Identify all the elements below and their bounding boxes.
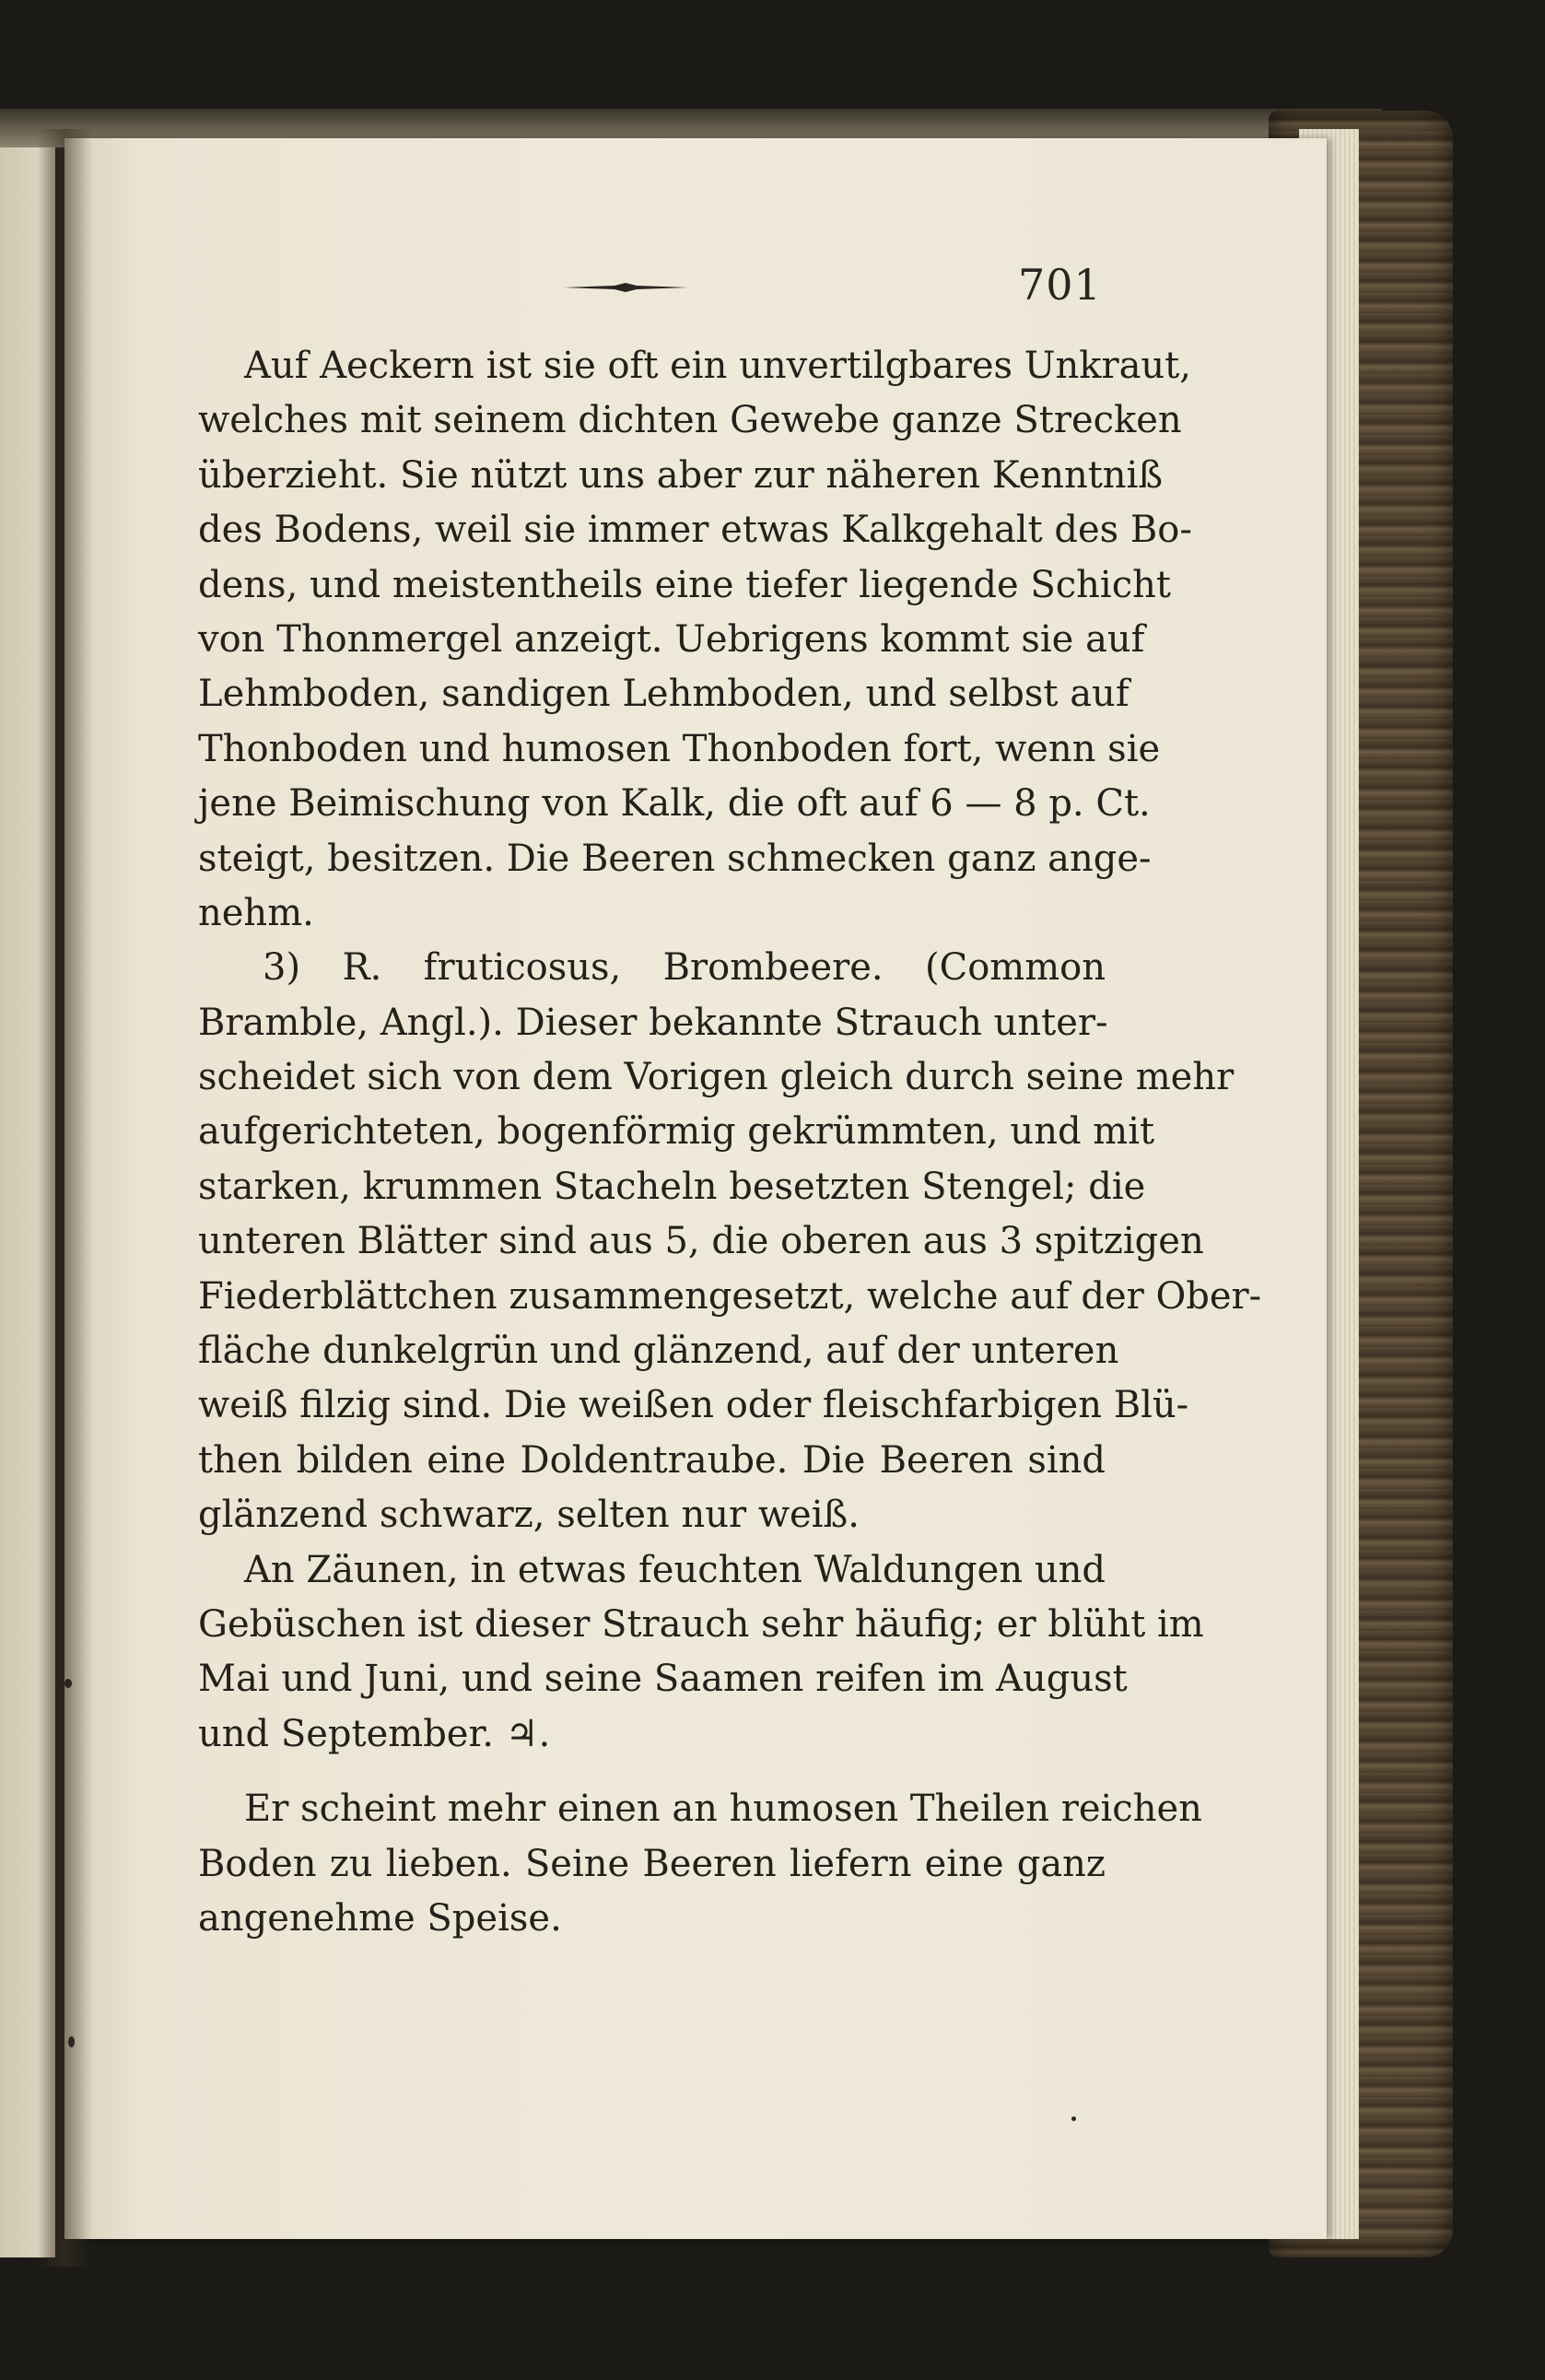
- text-line: von Thonmergel anzeigt. Uebrigens kommt sie auf: [198, 617, 1145, 661]
- text-line: Mai und Juni, und seine Saamen reifen im August: [198, 1658, 1128, 1701]
- text-line: steigt, besitzen. Die Beeren schmecken ganz ange-: [198, 837, 1152, 880]
- text-line: unteren Blätter sind aus 5, die oberen aus 3 spitzigen: [198, 1220, 1204, 1263]
- text-line: glänzend schwarz, selten nur weiß.: [198, 1494, 860, 1537]
- text-line: welches mit seinem dichten Gewebe ganze Strecken: [198, 399, 1182, 442]
- text-line: weiß filzig sind. Die weißen oder fleischfarbigen Blü-: [198, 1384, 1189, 1427]
- text-line: Auf Aeckern ist sie oft ein unvertilgbares Unkraut,: [244, 345, 1191, 387]
- text-line: An Zäunen, in etwas feuchten Waldungen und: [244, 1548, 1106, 1591]
- ink-speck: [1071, 2116, 1076, 2121]
- text-line: dens, und meistentheils eine tiefer liegende Schicht: [198, 563, 1171, 606]
- ink-speck: [64, 1679, 72, 1688]
- text-line: Boden zu lieben. Seine Beeren liefern eine ganz: [198, 1842, 1106, 1885]
- text-line: starken, krummen Stacheln besetzten Stengel; die: [198, 1165, 1146, 1208]
- header-ornament-icon: [564, 282, 688, 293]
- text-line: überzieht. Sie nützt uns aber zur näheren Kenntniß: [198, 453, 1164, 497]
- text-line: scheidet sich von dem Vorigen gleich durch seine mehr: [198, 1056, 1235, 1099]
- text-line: Thonboden und humosen Thonboden fort, wenn sie: [198, 727, 1161, 770]
- ink-speck: [68, 2036, 75, 2047]
- text-line: jene Beimischung von Kalk, die oft auf 6 — 8 p. Ct.: [198, 782, 1151, 826]
- text-line: und September. ♃.: [198, 1712, 551, 1755]
- page-number: 701: [1018, 260, 1102, 310]
- book-gutter: [37, 129, 92, 2267]
- text-line: Gebüschen ist dieser Strauch sehr häufig; er blüht im: [198, 1602, 1204, 1646]
- text-line: des Bodens, weil sie immer etwas Kalkgehalt des Bo-: [198, 509, 1192, 552]
- text-line: fläche dunkelgrün und glänzend, auf der unteren: [198, 1330, 1119, 1373]
- text-line: Er scheint mehr einen an humosen Theilen reichen: [244, 1788, 1202, 1831]
- text-line: Lehmboden, sandigen Lehmboden, und selbst auf: [198, 673, 1129, 716]
- text-line: aufgerichteten, bogenförmig gekrümmten, und mit: [198, 1110, 1155, 1154]
- text-line: Fiederblättchen zusammengesetzt, welche auf der Ober-: [198, 1274, 1262, 1318]
- text-line: angenehme Speise.: [198, 1896, 562, 1940]
- body-text: [198, 339, 1262, 1946]
- text-line: then bilden eine Doldentraube. Die Beeren sind: [198, 1438, 1106, 1482]
- text-line: nehm.: [198, 891, 314, 934]
- text-line: Bramble, Angl.). Dieser bekannte Strauch unter-: [198, 1001, 1108, 1044]
- species-heading-line: 3) R. fruticosus, Brombeere. (Common: [263, 946, 1106, 990]
